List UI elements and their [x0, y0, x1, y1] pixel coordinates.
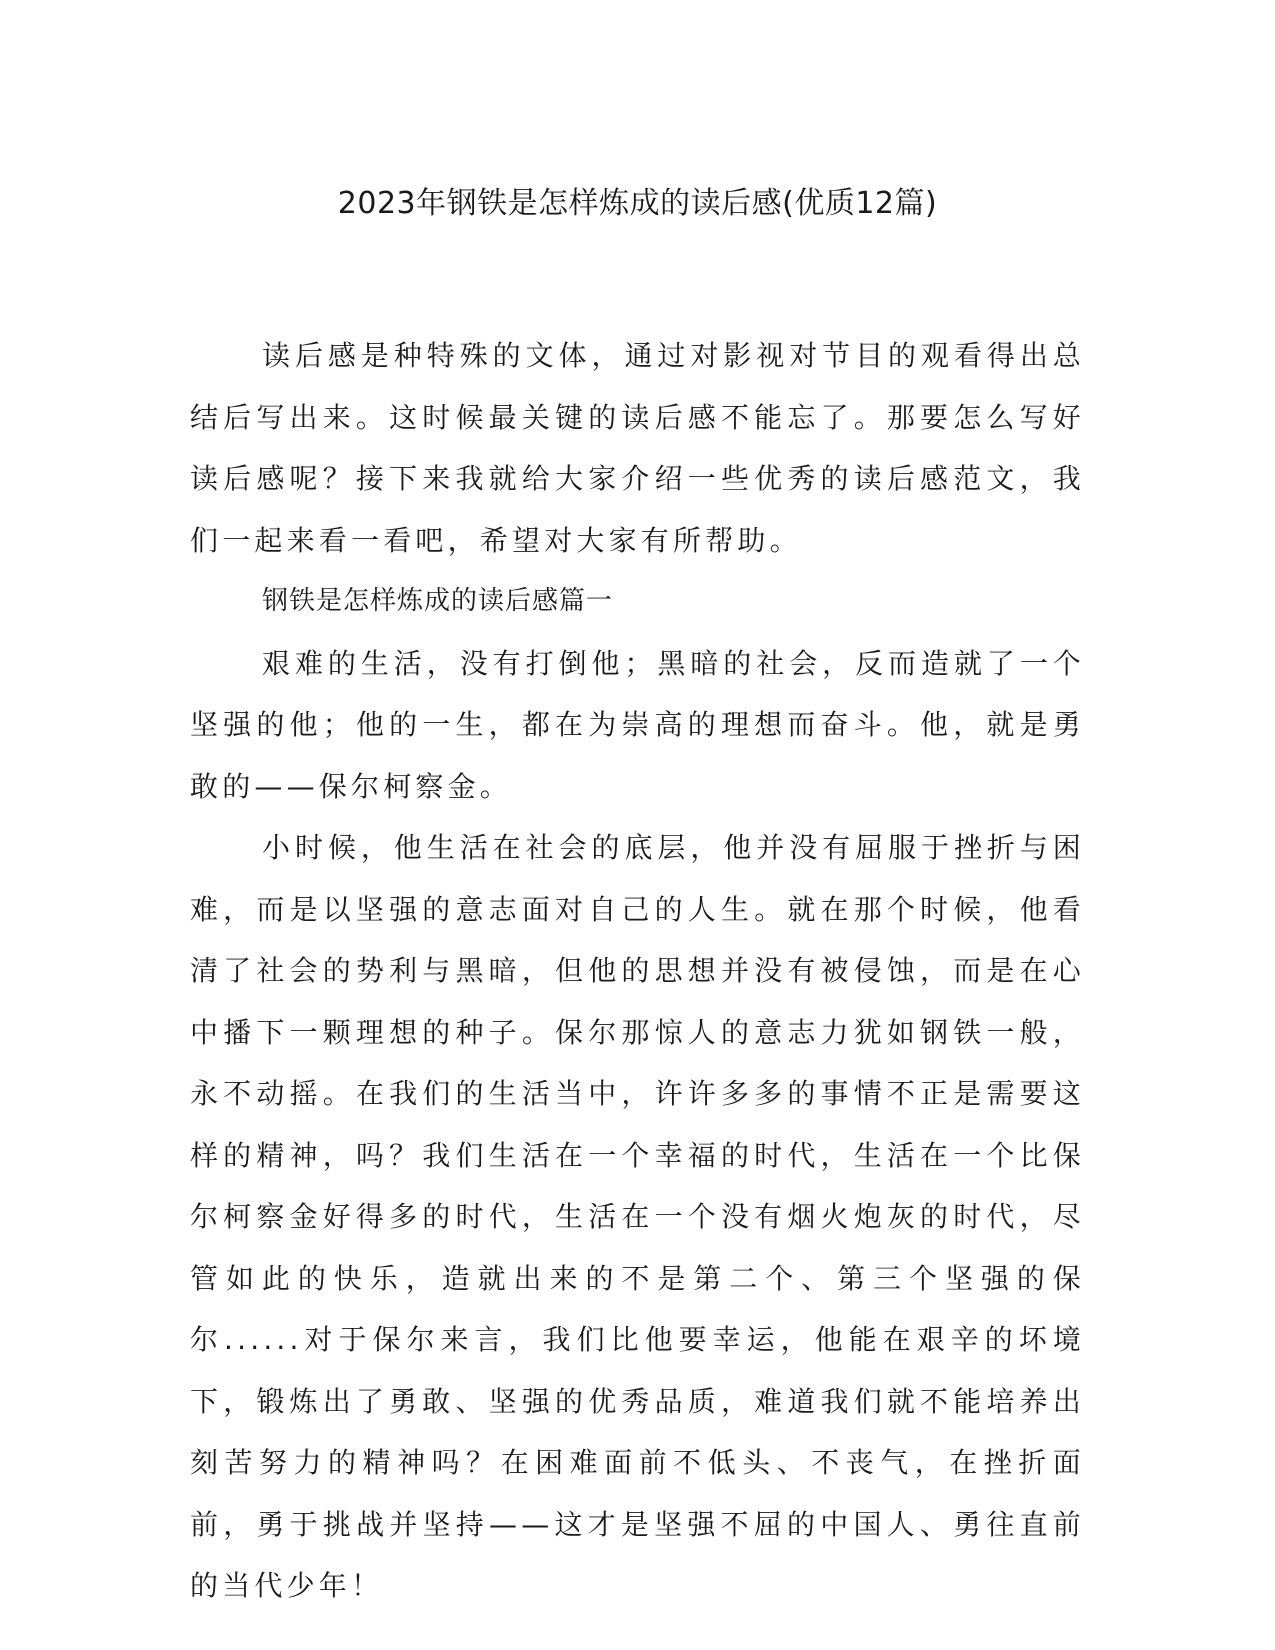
section-heading: 钢铁是怎样炼成的读后感篇一: [262, 586, 614, 616]
document-body: [190, 325, 1085, 1617]
body-paragraph-1: 艰难的生活，没有打倒他；黑暗的社会，反而造就了一个坚强的他；他的一生，都在为崇高的理想而奋斗。他，就是勇敢的——保尔柯察金。: [190, 646, 1085, 803]
document-title: 2023年钢铁是怎样炼成的读后感(优质12篇): [337, 186, 938, 221]
body-paragraph-2: 小时候，他生活在社会的底层，他并没有屈服于挫折与困难，而是以坚强的意志面对自己的人生。就在那个时候，他看清了社会的势利与黑暗，但他的思想并没有被侵蚀，而是在心中播下一颗理想的种子。保尔那惊人的意志力犹如钢铁一般，永不动摇。在我们的生活当中，许许多多的事情不正是需要这样的精神，吗？我们生活在一个幸福的时代，生活在一个比保尔柯察金好得多的时代，生活在一个没有烟火炮灰的时代，尽管如此的快乐，造就出来的不是第二个、第三个坚强的保尔......对于保尔来言，我们比他要幸运，他能在艰辛的坏境下，锻炼出了勇敢、坚强的优秀品质，难道我们就不能培养出刻苦努力的精神吗？在困难面前不低头、不丧气，在挫折面前，勇于挑战并坚持——这才是坚强不屈的中国人、勇往直前的当代少年！: [190, 831, 1085, 1602]
intro-paragraph: 读后感是种特殊的文体，通过对影视对节目的观看得出总结后写出来。这时候最关键的读后感不能忘了。那要怎么写好读后感呢？接下来我就给大家介绍一些优秀的读后感范文，我们一起来看一看吧，希望对大家有所帮助。: [190, 339, 1085, 557]
